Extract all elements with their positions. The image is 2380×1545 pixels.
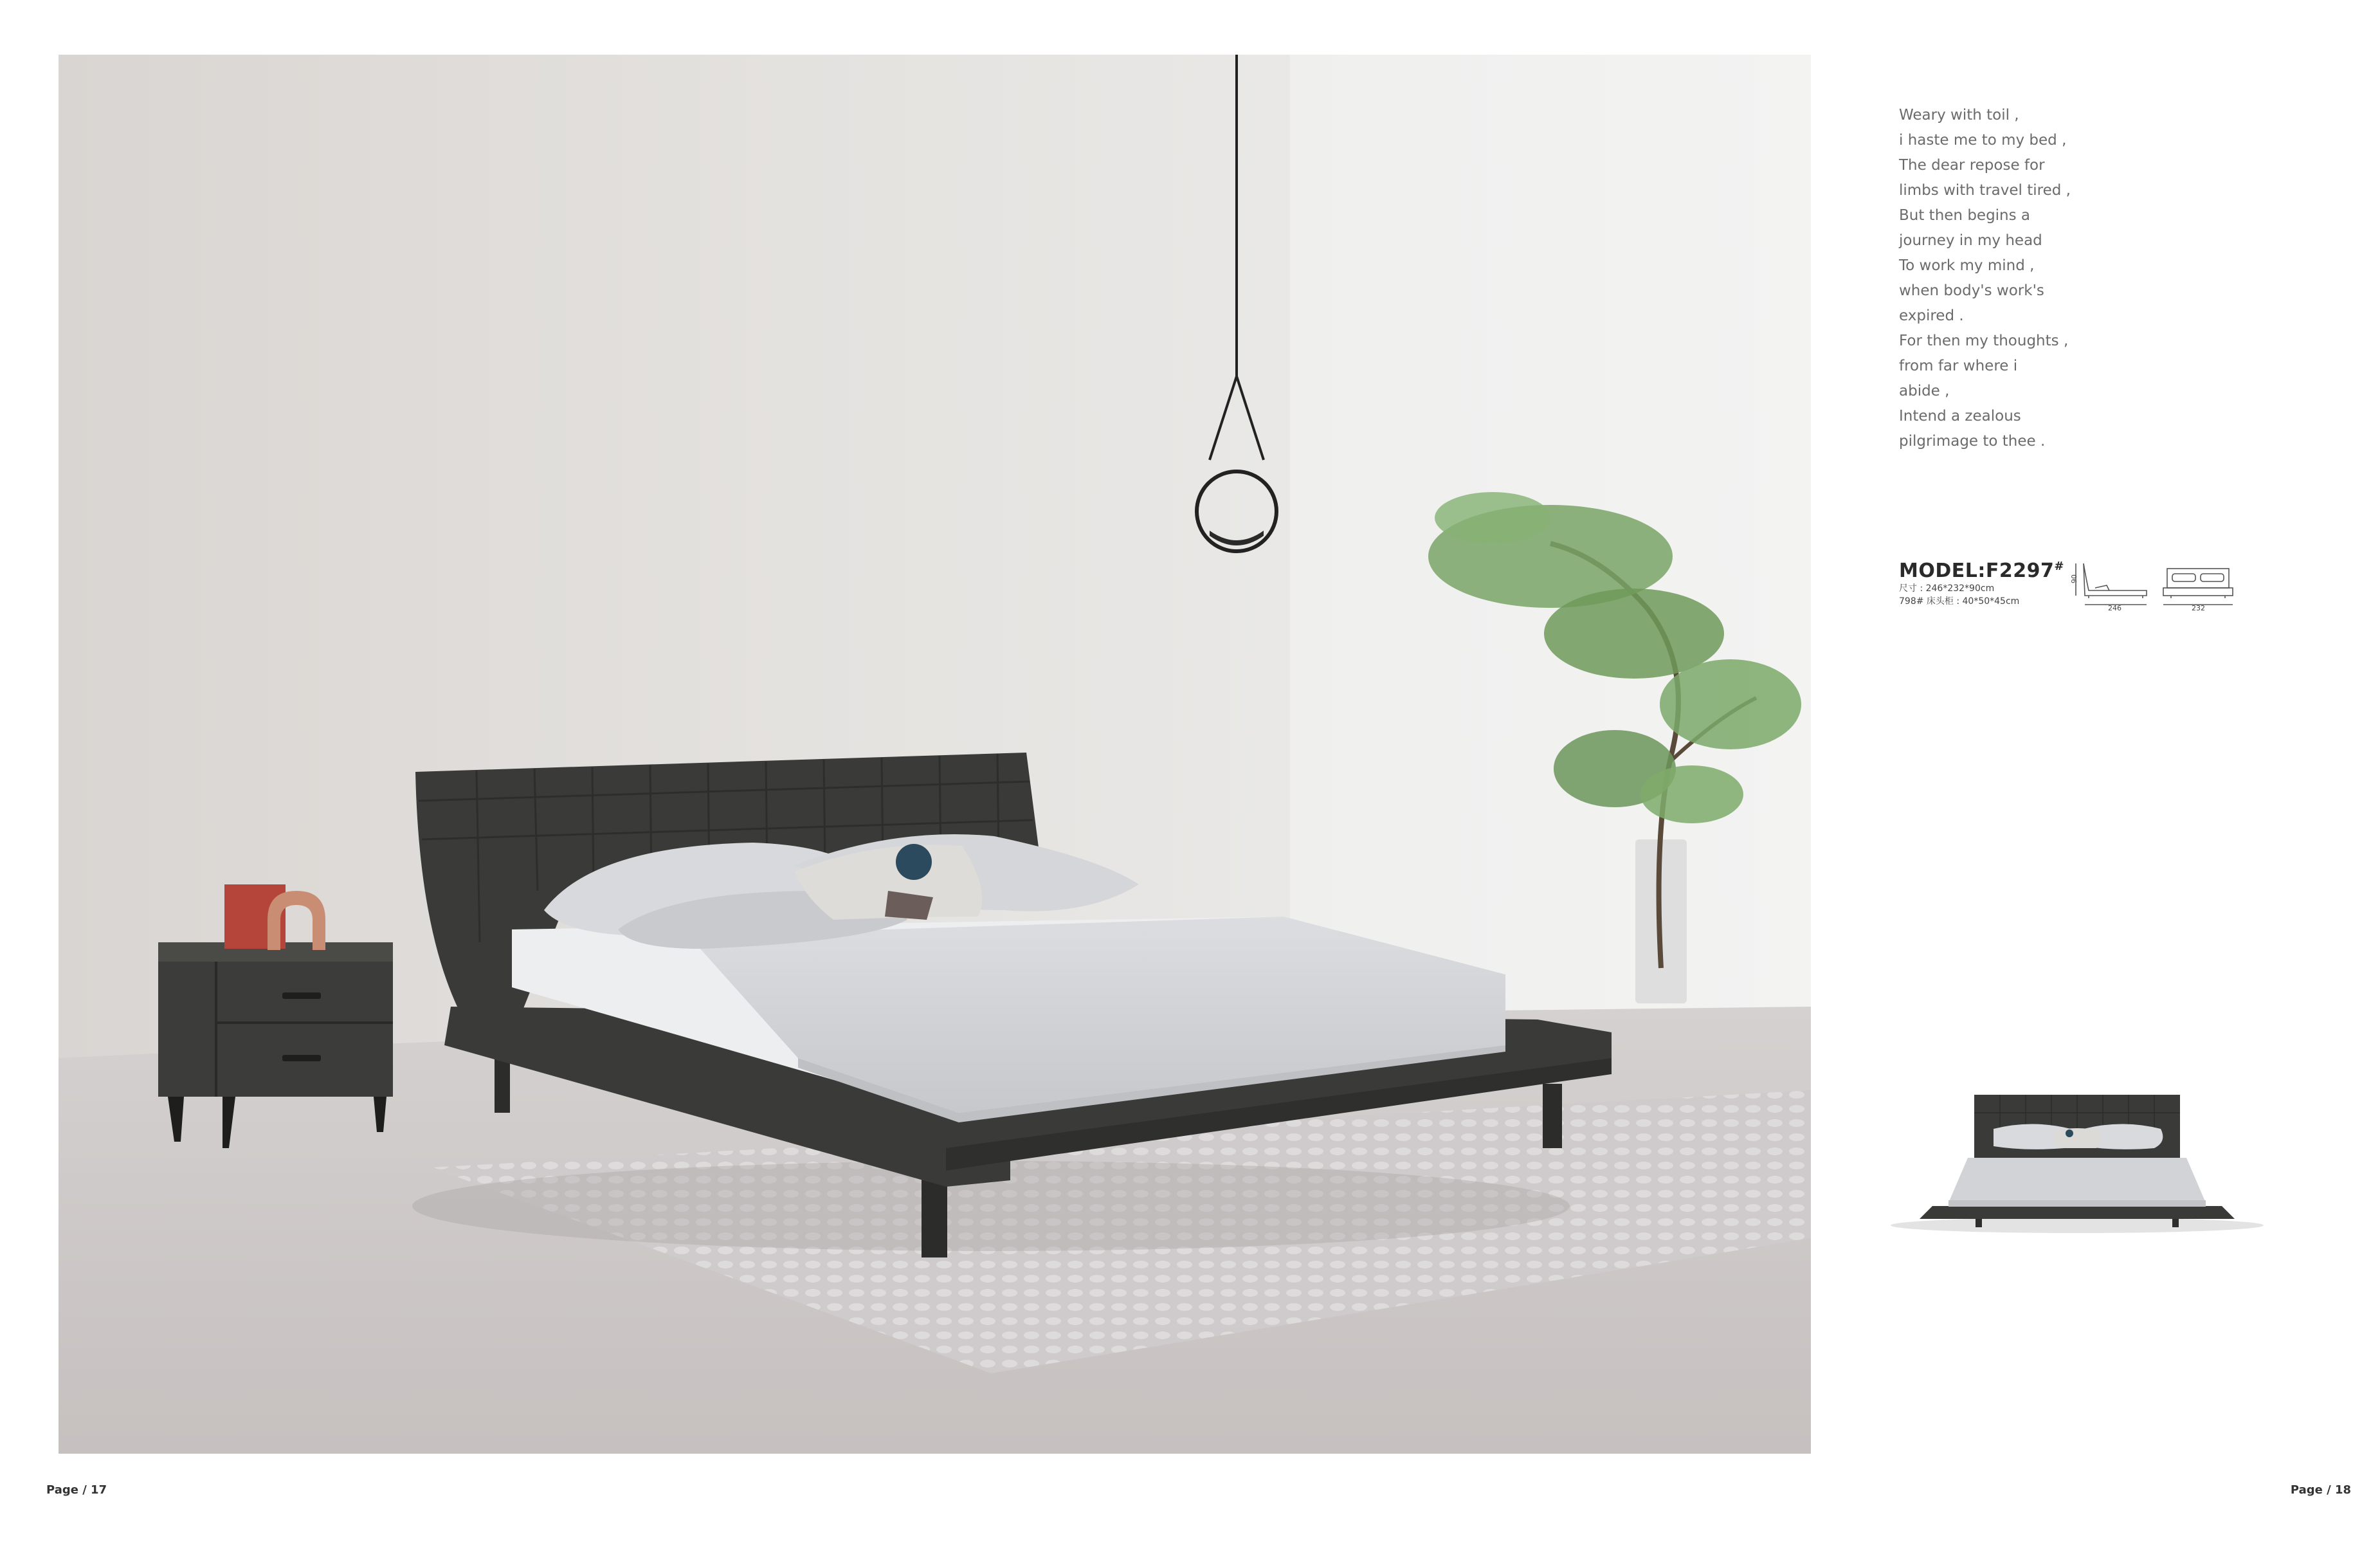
model-info [1899, 560, 2092, 608]
poem-line: abide , [1899, 383, 1950, 399]
model-title-mark: # [2054, 560, 2064, 573]
poem-line: from far where i [1899, 358, 2018, 374]
product-photo [59, 55, 1811, 1454]
dimension-diagrams [2069, 560, 2237, 611]
width-label: 232 [2192, 604, 2205, 611]
page-number-right: Page / 18 [2290, 1483, 2351, 1497]
poem-line: The dear repose for [1899, 157, 2045, 174]
size-spec: 尺寸 : 246*232*90cm [1899, 583, 1995, 594]
nightstand-spec: 798# 床头柜 : 40*50*45cm [1899, 596, 2020, 607]
length-label: 246 [2108, 604, 2121, 611]
poem-line: pilgrimage to thee . [1899, 433, 2046, 450]
poem-line: For then my thoughts , [1899, 333, 2069, 349]
poem-line: To work my mind , [1899, 257, 2035, 274]
poem-text [1899, 103, 2169, 454]
height-label: 90 [2070, 574, 2078, 583]
bed-side-view-icon [2076, 563, 2147, 605]
poem-line: Intend a zealous [1899, 408, 2021, 425]
poem-line: journey in my head [1899, 232, 2042, 249]
poem-line: But then begins a [1899, 207, 2031, 224]
poem-line: limbs with travel tired , [1899, 182, 2071, 199]
thumbnail-bed-photo [1884, 1087, 2270, 1235]
bed-front-view-icon [2163, 569, 2233, 605]
poem-line: i haste me to my bed , [1899, 132, 2067, 149]
poem-line: Weary with toil , [1899, 107, 2019, 123]
poem-line: expired . [1899, 307, 1964, 324]
poem-line: when body's work's [1899, 282, 2044, 299]
model-title: MODEL:F2297# [1899, 560, 2064, 582]
page-number-left: Page / 17 [46, 1483, 107, 1497]
